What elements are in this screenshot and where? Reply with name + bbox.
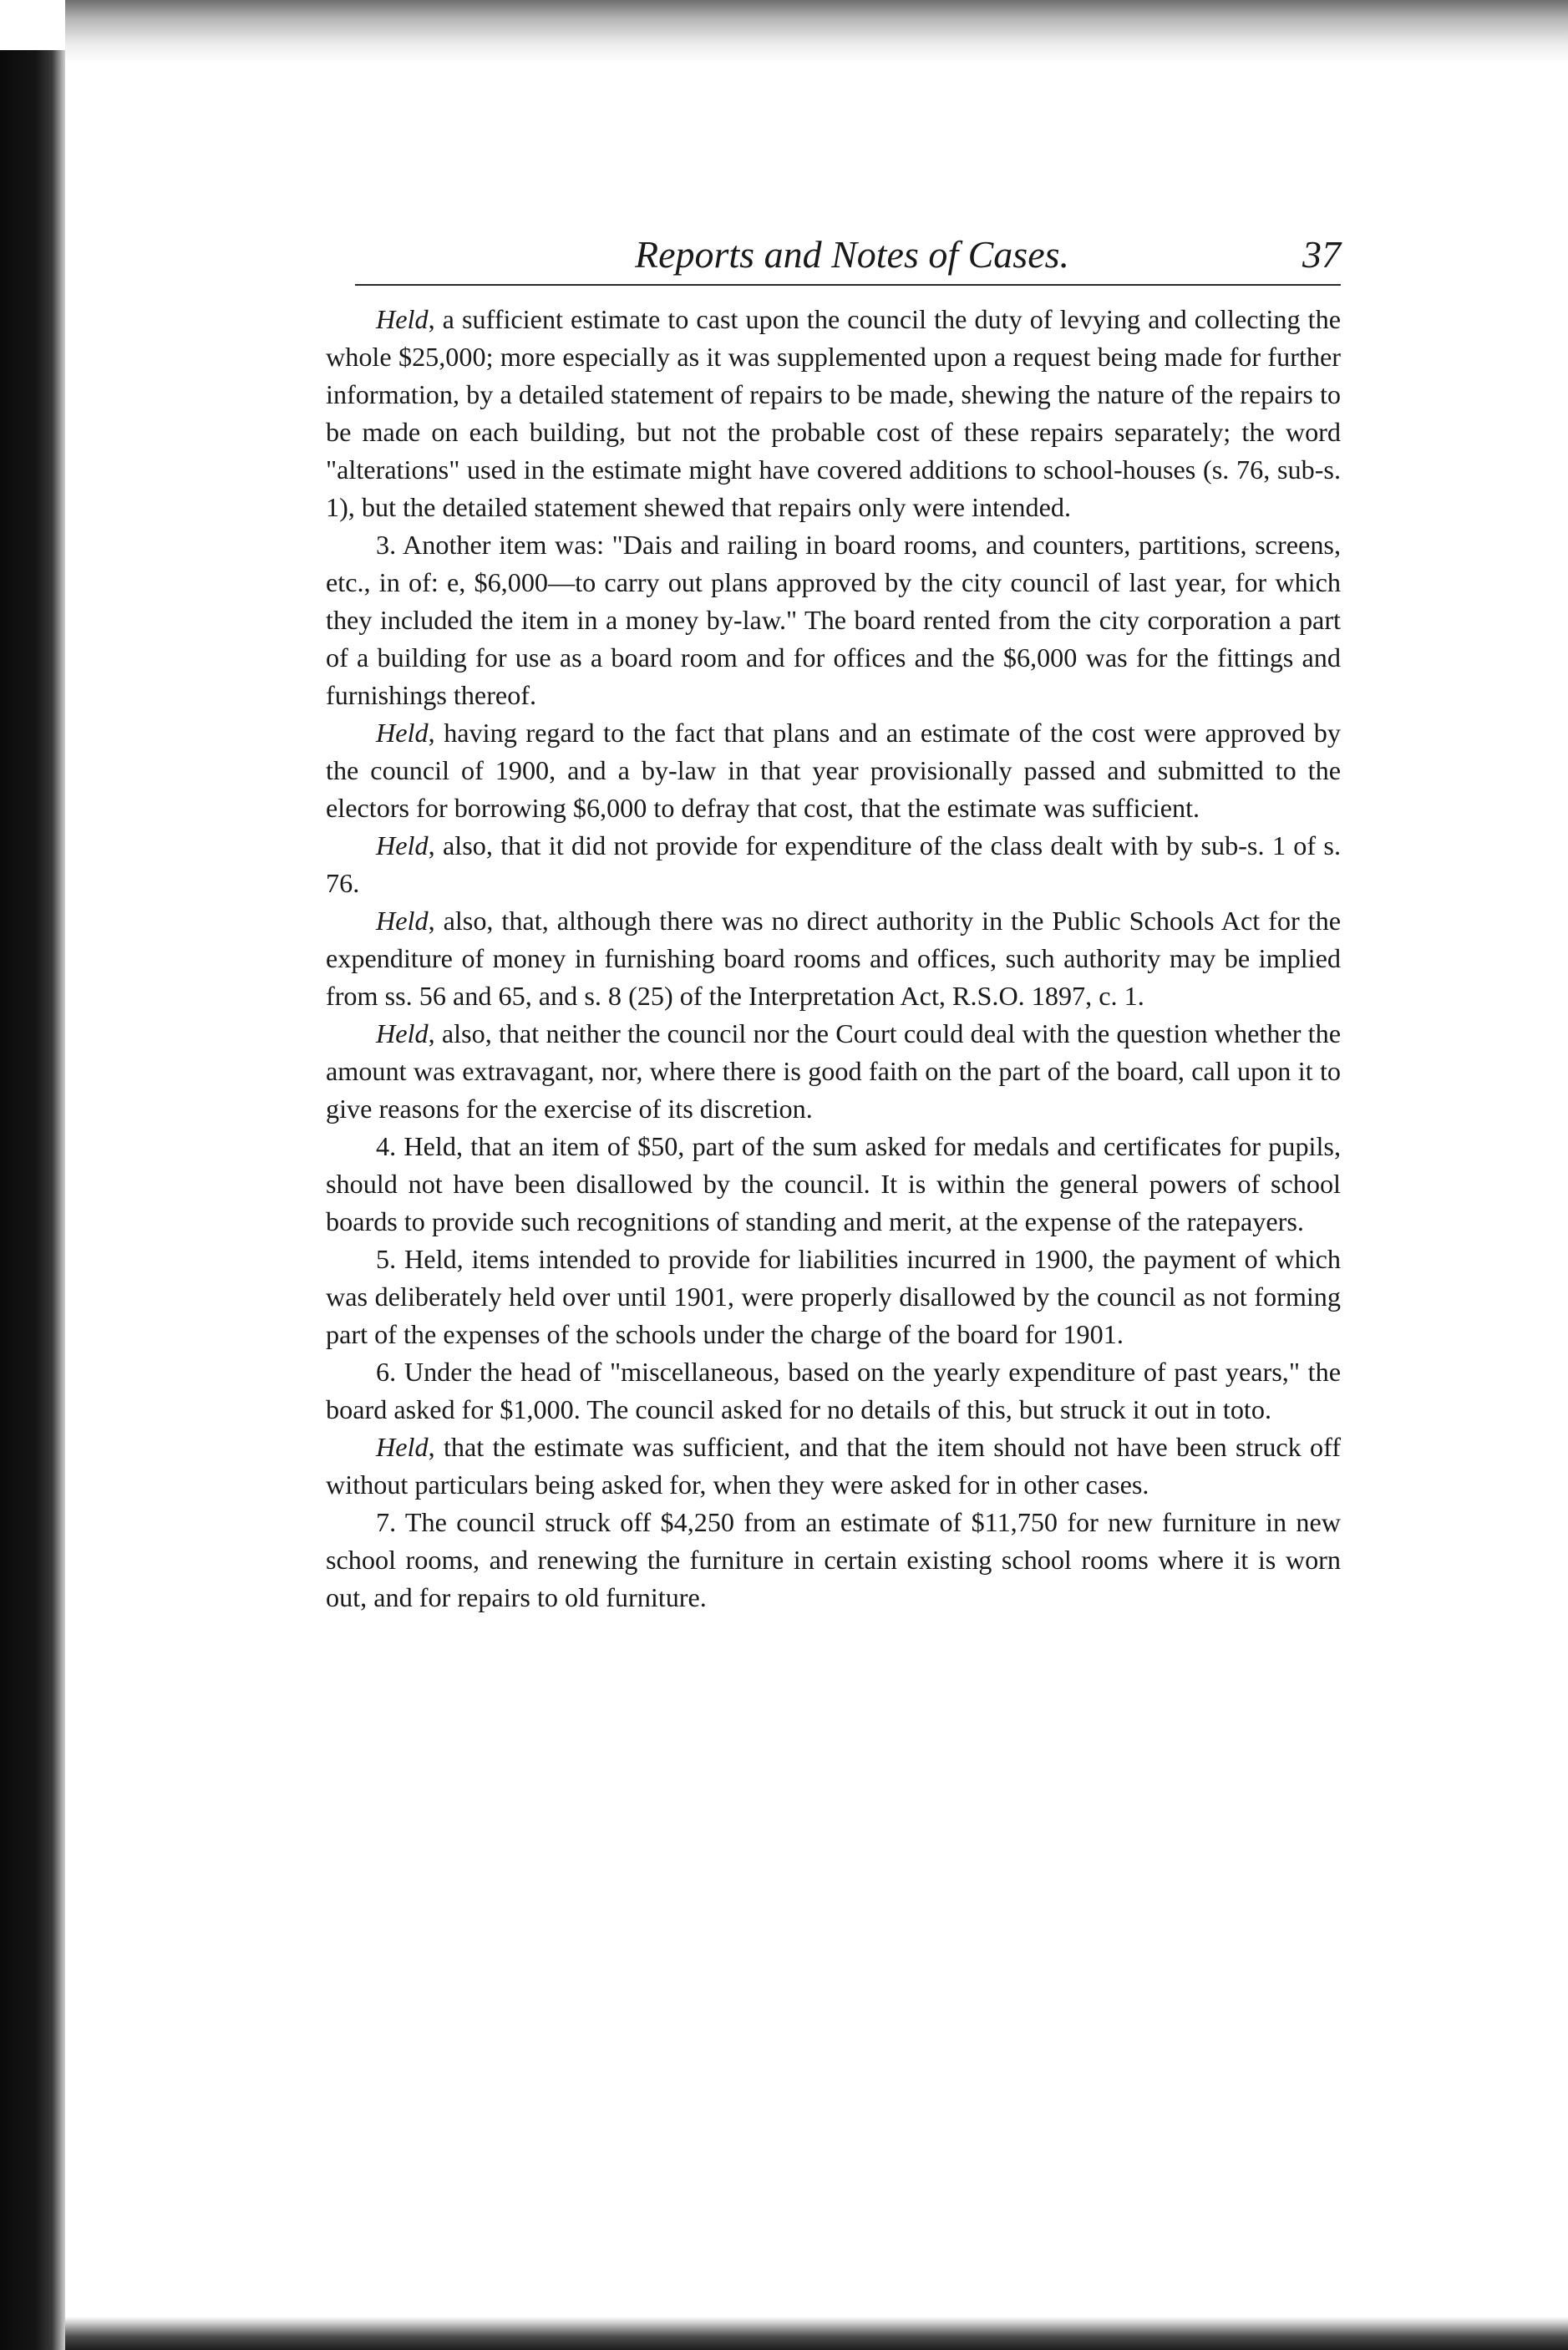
page [326,217,1341,1617]
held-lead: Held [376,718,429,748]
paragraph [326,1504,1341,1617]
paragraph-text: , also, that neither the council nor the Court could deal with the question whether the amount was extravagant, nor, where there is good faith on the part of the board, call upon it to give reasons for the exercise of its discretion. [326,1018,1341,1124]
paragraph [326,1353,1341,1429]
paragraph [326,1015,1341,1128]
paragraph [326,1241,1341,1353]
paragraph [326,714,1341,827]
paragraph [326,1429,1341,1504]
paragraph-text: , having regard to the fact that plans and an estimate of the cost were approved by the council of 1900, and a by-law in that year provisionally passed and submitted to the electors for borrowing $6,000 to defray that cost, that the estimate was sufficient. [326,718,1341,823]
paragraph [326,526,1341,714]
paragraph-text: 5. Held, items intended to provide for liabilities incurred in 1900, the payment of which was deliberately held over until 1901, were properly disallowed by the council as not forming part of the expenses of the schools under the charge of the board for 1901. [326,1244,1341,1349]
held-lead: Held [376,906,429,936]
scan-edge-bottom [65,2317,1568,2350]
paragraph [326,827,1341,902]
held-lead: Held [376,1432,429,1462]
paragraph-text: , also, that it did not provide for expenditure of the class dealt with by sub-s. 1 of s. 76. [326,830,1341,898]
paragraph-text: , also, that, although there was no direct authority in the Public Schools Act for the expenditure of money in furnishing board rooms and offices, such authority may be implied from ss. 56 and 65, and s. 8 (25) of the Interpretation Act, R.S.O. 1897, c. 1. [326,906,1341,1011]
paragraph-text: 4. Held, that an item of $50, part of the sum asked for medals and certificates for pupils, should not have been disallowed by the council. It is within the general powers of school boards to provide such recognitions of standing and merit, at the expense of the ratepayers. [326,1131,1341,1236]
paragraph-text: , a sufficient estimate to cast upon the council the duty of levying and collecting the whole $25,000; more especially as it was supplemented upon a request being made for further information, by a detailed statement of repairs to be made, shewing the nature of the repairs to be made on each building, but not the probable cost of these repairs separately; the word "alterations" used in the estimate might have covered additions to school-houses (s. 76, sub-s. 1), but the detailed statement shewed that repairs only were intended. [326,304,1341,522]
paragraph [326,902,1341,1015]
running-title: Reports and Notes of Cases. [634,233,1070,276]
paragraph-text: , that the estimate was sufficient, and that the item should not have been struck off without particulars being asked for, when they were asked for in other cases. [326,1432,1341,1500]
paragraph [326,1128,1341,1241]
paragraph [326,301,1341,526]
held-lead: Held [376,1018,429,1048]
held-lead: Held [376,304,429,334]
held-lead: Held [376,830,429,860]
paragraph-text: 7. The council struck off $4,250 from an estimate of $11,750 for new furniture in new school rooms, and renewing the furniture in certain existing school rooms where it is worn out, and for repairs to old furniture. [326,1507,1341,1612]
body-text [326,301,1341,1617]
running-head [355,217,1341,286]
scan-edge-top [65,0,1568,63]
scan-edge-left [0,50,65,2350]
paragraph-text: 3. Another item was: "Dais and railing in board rooms, and counters, partitions, screens, etc., in of: e, $6,000—to carry out plans approved by the city council of last year, for which they included the item in a money by-law." The board rented from the city corporation a part of a building for use as a board room and for offices and the $6,000 was for the fittings and furnishings thereof. [326,530,1341,710]
page-number: 37 [1302,233,1341,276]
paragraph-text: 6. Under the head of "miscellaneous, based on the yearly expenditure of past years," the board asked for $1,000. The council asked for no details of this, but struck it out in toto. [326,1357,1341,1424]
